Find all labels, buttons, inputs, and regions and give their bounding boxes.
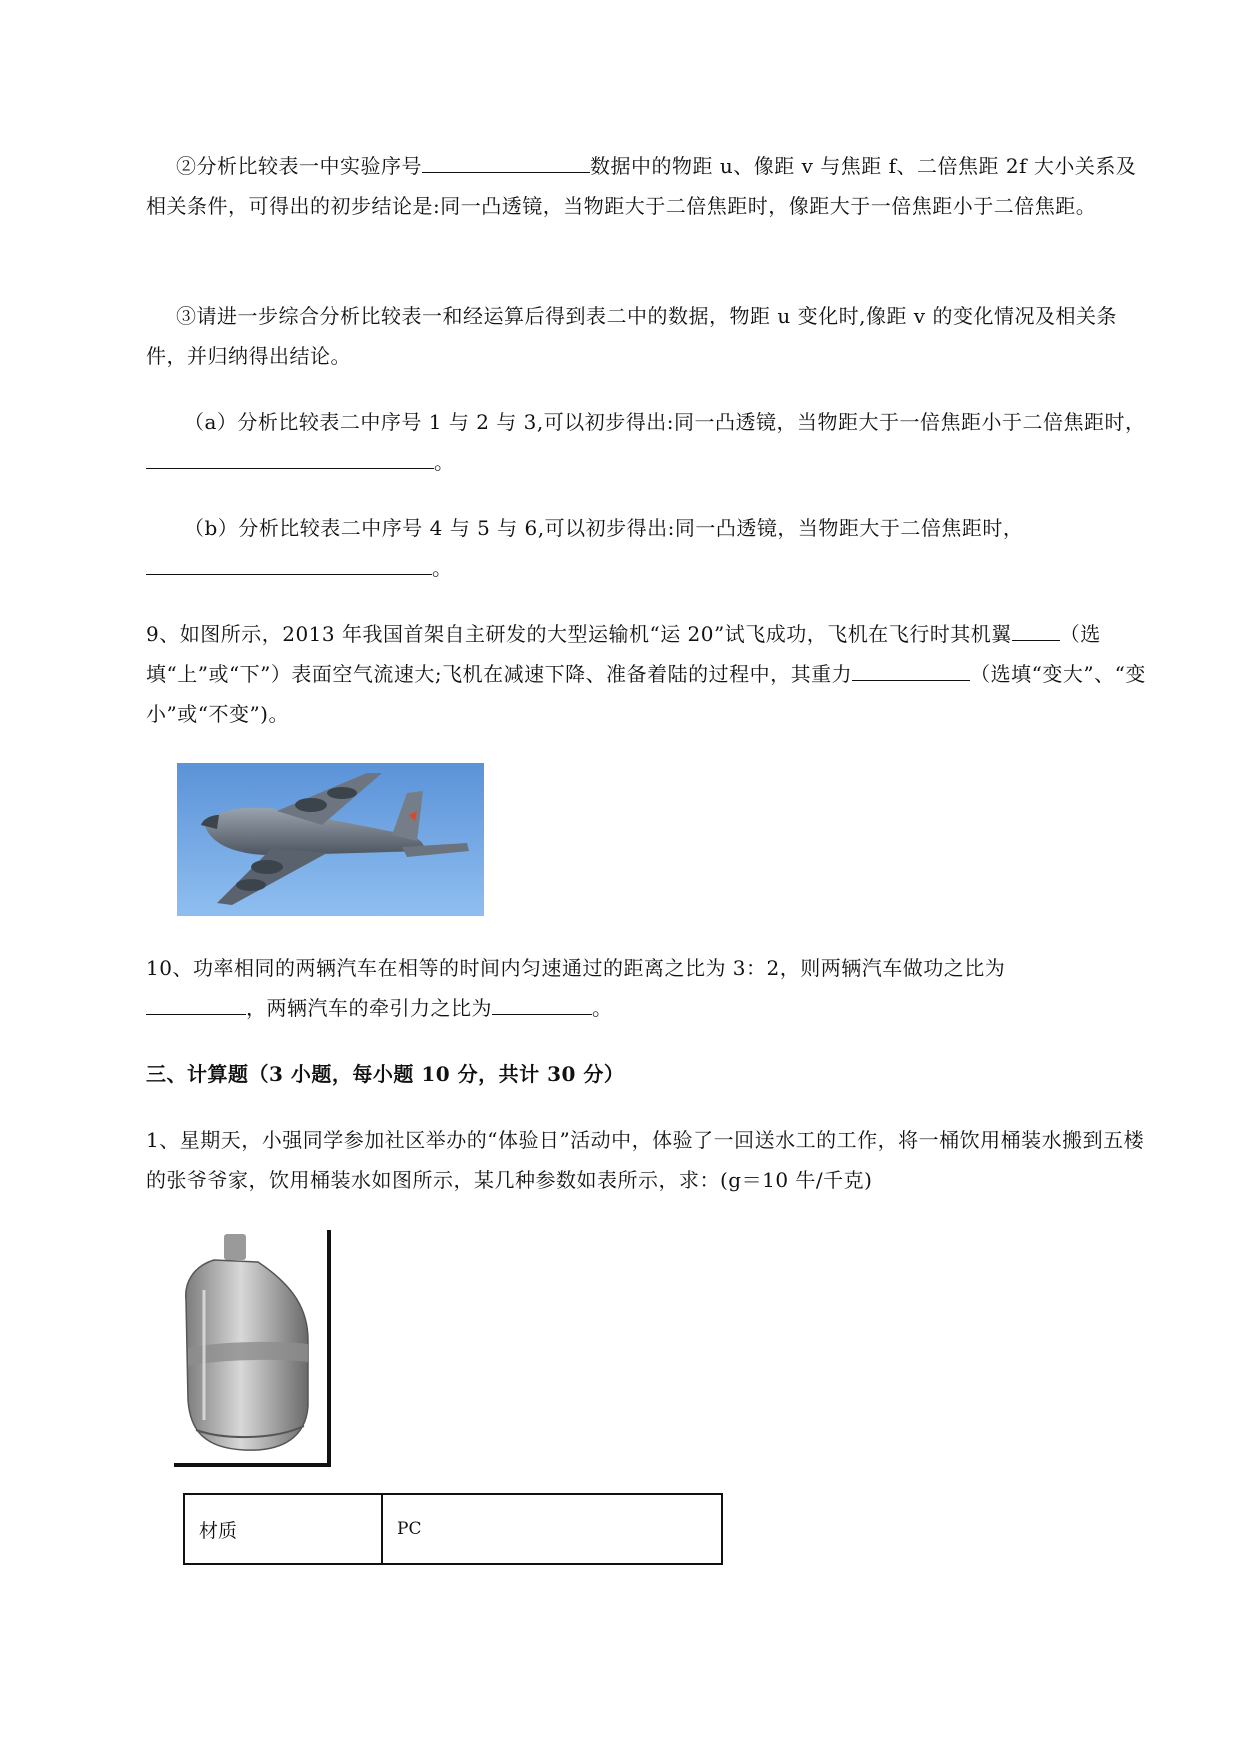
q8-part3-paragraph: ③请进一步综合分析比较表一和经运算后得到表二中的数据，物距 u 变化时,像距 v 的变化情况及相关条件，并归纳得出结论。 (146, 304, 1117, 368)
table-cell-value: PC (382, 1494, 722, 1564)
answer-blank[interactable] (852, 654, 970, 681)
q8-part2-paragraph (146, 146, 1146, 226)
q8-part3b-text: （b）分析比较表二中序号 4 与 5 与 6,可以初步得出:同一凸透镜，当物距大于二倍焦距时， (184, 516, 1024, 540)
q10-text-start: 10、功率相同的两辆汽车在相等的时间内匀速通过的距离之比为 3：2，则两辆汽车做功之比为 (146, 956, 1006, 980)
answer-blank[interactable] (146, 988, 246, 1015)
q8-part3a-paragraph (146, 402, 1146, 482)
answer-blank[interactable] (146, 442, 434, 469)
q8-part3a-end: 。 (434, 450, 455, 474)
calc-question-1-paragraph: 1、星期天，小强同学参加社区举办的“体验日”活动中，体验了一回送水工的工作，将一桶饮用桶装水搬到五楼的张爷爷家，饮用桶装水如图所示，某几种参数如表所示，求：(g＝10 牛/千克) (146, 1128, 1145, 1192)
q10-text-end: 。 (592, 996, 613, 1020)
q9-text-end: （选填“变大”、“变小”或“不变”)。 (146, 662, 1146, 726)
q8-part3b-end: 。 (432, 556, 453, 580)
q10-text-mid: ，两辆汽车的牵引力之比为 (246, 996, 492, 1020)
table-row (184, 1494, 722, 1564)
answer-blank[interactable] (1012, 614, 1060, 641)
q9-text-mid: （选填“上”或“下”）表面空气流速大;飞机在减速下降、准备着陆的过程中，其重力 (146, 622, 1101, 686)
q8-part2-text-end: 数据中的物距 u、像距 v 与焦距 f、二倍焦距 2f 大小关系及相关条件，可得出的初步结论是:同一凸透镜，当物距大于二倍焦距时，像距大于一倍焦距小于二倍焦距。 (146, 154, 1137, 218)
q8-part3b-paragraph (146, 508, 1071, 588)
question-10-paragraph (146, 948, 1071, 1028)
answer-blank[interactable] (146, 548, 432, 575)
answer-blank[interactable] (422, 146, 590, 173)
q8-part2-text-start: ②分析比较表一中实验序号 (176, 154, 422, 178)
answer-blank[interactable] (492, 988, 592, 1015)
q8-part3a-text: （a）分析比较表二中序号 1 与 2 与 3,可以初步得出:同一凸透镜，当物距大于一倍焦距小于二倍焦距时， (184, 410, 1146, 434)
section-heading: 三、计算题（3 小题，每小题 10 分，共计 30 分） (146, 1062, 625, 1086)
spec-table (183, 1493, 723, 1565)
water-bottle-photo (174, 1230, 336, 1470)
airplane-photo (177, 763, 484, 916)
table-cell-label: 材质 (184, 1494, 382, 1564)
question-9-paragraph (146, 614, 1146, 734)
q9-text-start: 9、如图所示，2013 年我国首架自主研发的大型运输机“运 20”试飞成功，飞机在飞行时其机翼 (146, 622, 1012, 646)
